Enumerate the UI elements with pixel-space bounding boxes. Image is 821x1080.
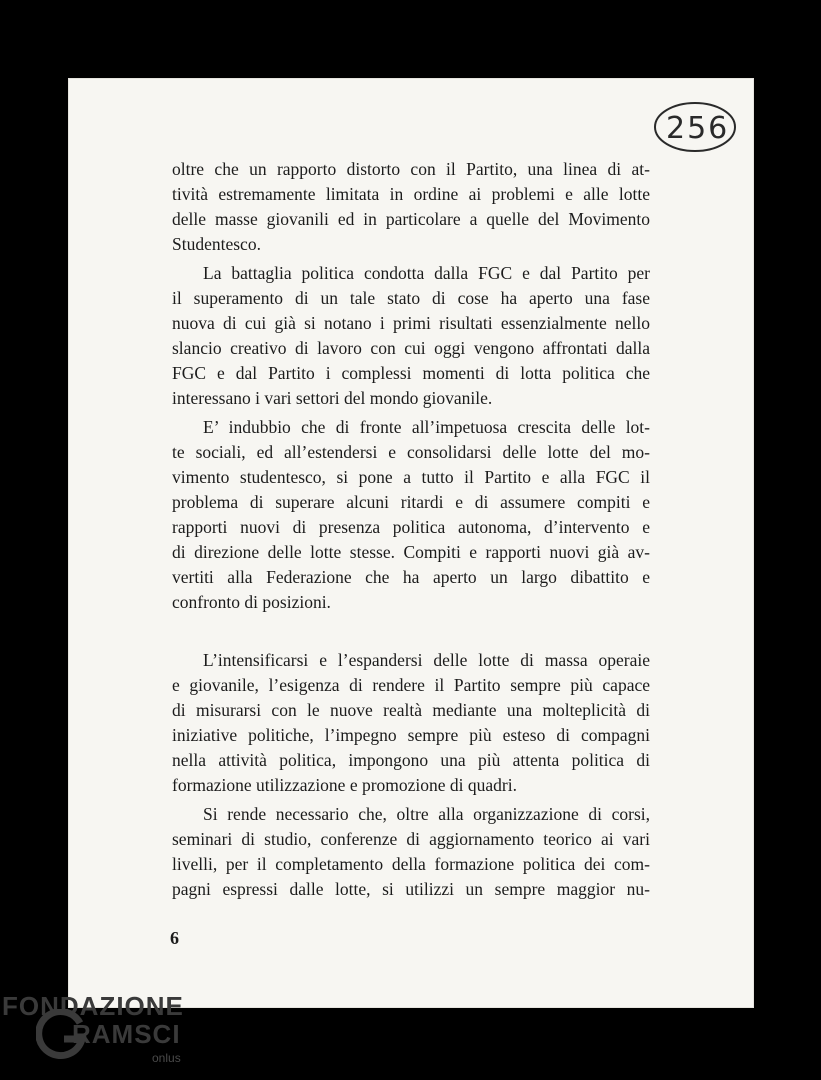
text-line: nella attività politica, impongono una più attenta politica di bbox=[172, 750, 650, 770]
paragraph-2 bbox=[172, 261, 650, 411]
text-line: tività estremamente limitata in ordine ai problemi e alle lotte bbox=[172, 184, 650, 204]
text-line: di misurarsi con le nuove realtà mediante una molteplicità di bbox=[172, 700, 650, 720]
page-number: 6 bbox=[170, 928, 179, 948]
text-line: Si rende necessario che, oltre alla organizzazione di corsi, bbox=[203, 804, 650, 824]
text-line: livelli, per il completamento della formazione politica dei com- bbox=[172, 854, 650, 874]
text-line: seminari di studio, conferenze di aggiornamento teorico ai vari bbox=[172, 829, 650, 849]
paragraph-5 bbox=[172, 802, 650, 902]
watermark-logo bbox=[0, 985, 210, 1080]
text-line: e giovanile, l’esigenza di rendere il Partito sempre più capace bbox=[172, 675, 650, 695]
paragraph-4 bbox=[172, 648, 650, 798]
paragraph-3 bbox=[172, 415, 650, 615]
text-line: L’intensificarsi e l’espandersi delle lotte di massa operaie bbox=[203, 650, 650, 670]
text-line: formazione utilizzazione e promozione di quadri. bbox=[172, 775, 518, 795]
handwritten-page-annotation bbox=[652, 98, 738, 156]
text-line: FGC e dal Partito i complessi momenti di lotta politica che bbox=[172, 363, 650, 383]
text-line: rapporti nuovi di presenza politica autonoma, d’intervento e bbox=[172, 517, 650, 537]
text-line: iniziative politiche, l’impegno sempre più esteso di compagni bbox=[172, 725, 650, 745]
text-line: vertiti alla Federazione che ha aperto un largo dibattito e bbox=[172, 567, 650, 587]
text-line: Studentesco. bbox=[172, 234, 261, 254]
text-line: E’ indubbio che di fronte all’impetuosa crescita delle lot- bbox=[203, 417, 650, 437]
text-line: te sociali, ed all’estendersi e consolidarsi delle lotte del mo- bbox=[172, 442, 650, 462]
text-line: slancio creativo di lavoro con cui oggi vengono affrontati dalla bbox=[172, 338, 650, 358]
watermark-line2: RAMSCI bbox=[72, 1019, 181, 1049]
watermark-sub: onlus bbox=[152, 1051, 181, 1065]
watermark-line1: FONDAZIONE bbox=[2, 991, 184, 1021]
text-line: delle masse giovanili ed in particolare a quelle del Movimento bbox=[172, 209, 650, 229]
body-text bbox=[172, 157, 650, 902]
text-line: vimento studentesco, si pone a tutto il Partito e alla FGC il bbox=[172, 467, 650, 487]
text-line: di direzione delle lotte stesse. Compiti e rapporti nuovi già av- bbox=[172, 542, 650, 562]
paragraph-1 bbox=[172, 157, 650, 257]
text-line: il superamento di un tale stato di cose ha aperto una fase bbox=[172, 288, 650, 308]
text-line: oltre che un rapporto distorto con il Partito, una linea di at- bbox=[172, 159, 650, 179]
text-line: nuova di cui già si notano i primi risultati essenzialmente nello bbox=[172, 313, 650, 333]
text-line: La battaglia politica condotta dalla FGC e dal Partito per bbox=[203, 263, 650, 283]
text-line: confronto di posizioni. bbox=[172, 592, 331, 612]
text-line: problema di superare alcuni ritardi e di assumere compiti e bbox=[172, 492, 650, 512]
text-line: pagni espressi dalle lotte, si utilizzi un sempre maggior nu- bbox=[172, 879, 650, 899]
annotation-text: 256 bbox=[666, 111, 730, 146]
text-line: interessano i vari settori del mondo giovanile. bbox=[172, 388, 493, 408]
